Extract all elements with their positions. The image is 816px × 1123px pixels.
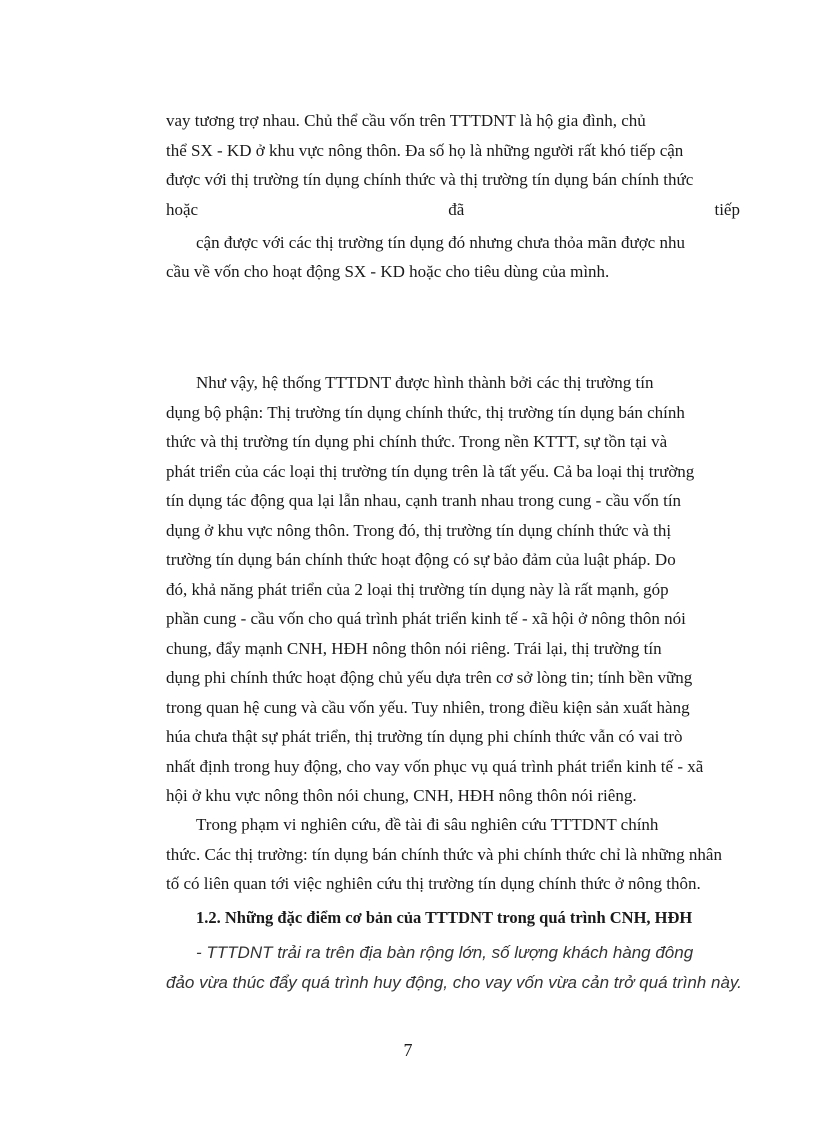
text-line: phần cung - cầu vốn cho quá trình phát triển kinh tế - xã hội ở nông thôn nói <box>166 609 686 628</box>
text-line: Như vậy, hệ thống TTTDNT được hình thành bởi các thị trường tín <box>196 373 654 392</box>
text-line: húa chưa thật sự phát triển, thị trường tín dụng phi chính thức vẫn có vai trò <box>166 727 683 746</box>
text-line: Trong phạm vi nghiên cứu, đề tài đi sâu nghiên cứu TTTDNT chính <box>196 815 659 834</box>
text-line: tố có liên quan tới việc nghiên cứu thị trường tín dụng chính thức ở nông thôn. <box>166 874 701 893</box>
italic-paragraph <box>166 938 746 998</box>
text-line: cầu về vốn cho hoạt động SX - KD hoặc cho tiêu dùng của mình. <box>166 262 610 281</box>
text-line: thể SX - KD ở khu vực nông thôn. Đa số họ là những người rất khó tiếp cận <box>166 140 684 160</box>
text-line: thức và thị trường tín dụng phi chính thức. Trong nền KTTT, sự tồn tại và <box>166 432 668 451</box>
paragraph-3 <box>166 810 740 899</box>
word: đã <box>448 199 465 219</box>
text-line: trường tín dụng bán chính thức hoạt động có sự bảo đảm của luật pháp. Do <box>166 550 676 569</box>
text-line: thức. Các thị trường: tín dụng bán chính thức và phi chính thức chỉ là những nhân <box>166 844 722 864</box>
page-number: 7 <box>403 1040 413 1060</box>
text-line: - TTTDNT trải ra trên địa bàn rộng lớn, số lượng khách hàng đông <box>196 943 694 962</box>
text-line: dụng bộ phận: Thị trường tín dụng chính thức, thị trường tín dụng bán chính <box>166 402 685 422</box>
text-line: đó, khả năng phát triển của 2 loại thị trường tín dụng này là rất mạnh, góp <box>166 579 669 599</box>
text-line: trong quan hệ cung và cầu vốn yếu. Tuy nhiên, trong điều kiện sản xuất hàng <box>166 697 690 717</box>
paragraph-2 <box>166 368 740 811</box>
paragraph-1 <box>166 106 740 224</box>
text-line: cận được với các thị trường tín dụng đó nhưng chưa thỏa mãn được nhu <box>196 233 685 252</box>
text-line: đảo vừa thúc đẩy quá trình huy động, cho vay vốn vừa cản trở quá trình này. <box>166 973 742 992</box>
text-line: dụng ở khu vực nông thôn. Trong đó, thị trường tín dụng chính thức và thị <box>166 520 672 540</box>
paragraph-1-continuation <box>196 228 740 258</box>
text-line-spread <box>166 195 740 225</box>
word: tiếp <box>714 199 740 219</box>
paragraph-1-end <box>166 257 740 287</box>
text-line: dụng phi chính thức hoạt động chủ yếu dựa trên cơ sở lòng tin; tính bền vững <box>166 668 693 687</box>
text-line: chung, đẩy mạnh CNH, HĐH nông thôn nói riêng. Trái lại, thị trường tín <box>166 638 662 658</box>
text-line: được với thị trường tín dụng chính thức và thị trường tín dụng bán chính thức <box>166 170 694 189</box>
text-line: hội ở khu vực nông thôn nói chung, CNH, HĐH nông thôn nói riêng. <box>166 786 637 805</box>
text-line: vay tương trợ nhau. Chủ thể cầu vốn trên TTTDNT là hộ gia đình, chủ <box>166 111 646 130</box>
text-line: phát triển của các loại thị trường tín dụng trên là tất yếu. Cả ba loại thị trường <box>166 461 695 481</box>
section-heading: 1.2. Những đặc điểm cơ bản của TTTDNT trong quá trình CNH, HĐH <box>196 908 693 927</box>
word: hoặc <box>166 199 199 219</box>
text-line: tín dụng tác động qua lại lẫn nhau, cạnh tranh nhau trong cung - cầu vốn tín <box>166 491 682 510</box>
text-line: nhất định trong huy động, cho vay vốn phục vụ quá trình phát triển kinh tế - xã <box>166 756 704 776</box>
